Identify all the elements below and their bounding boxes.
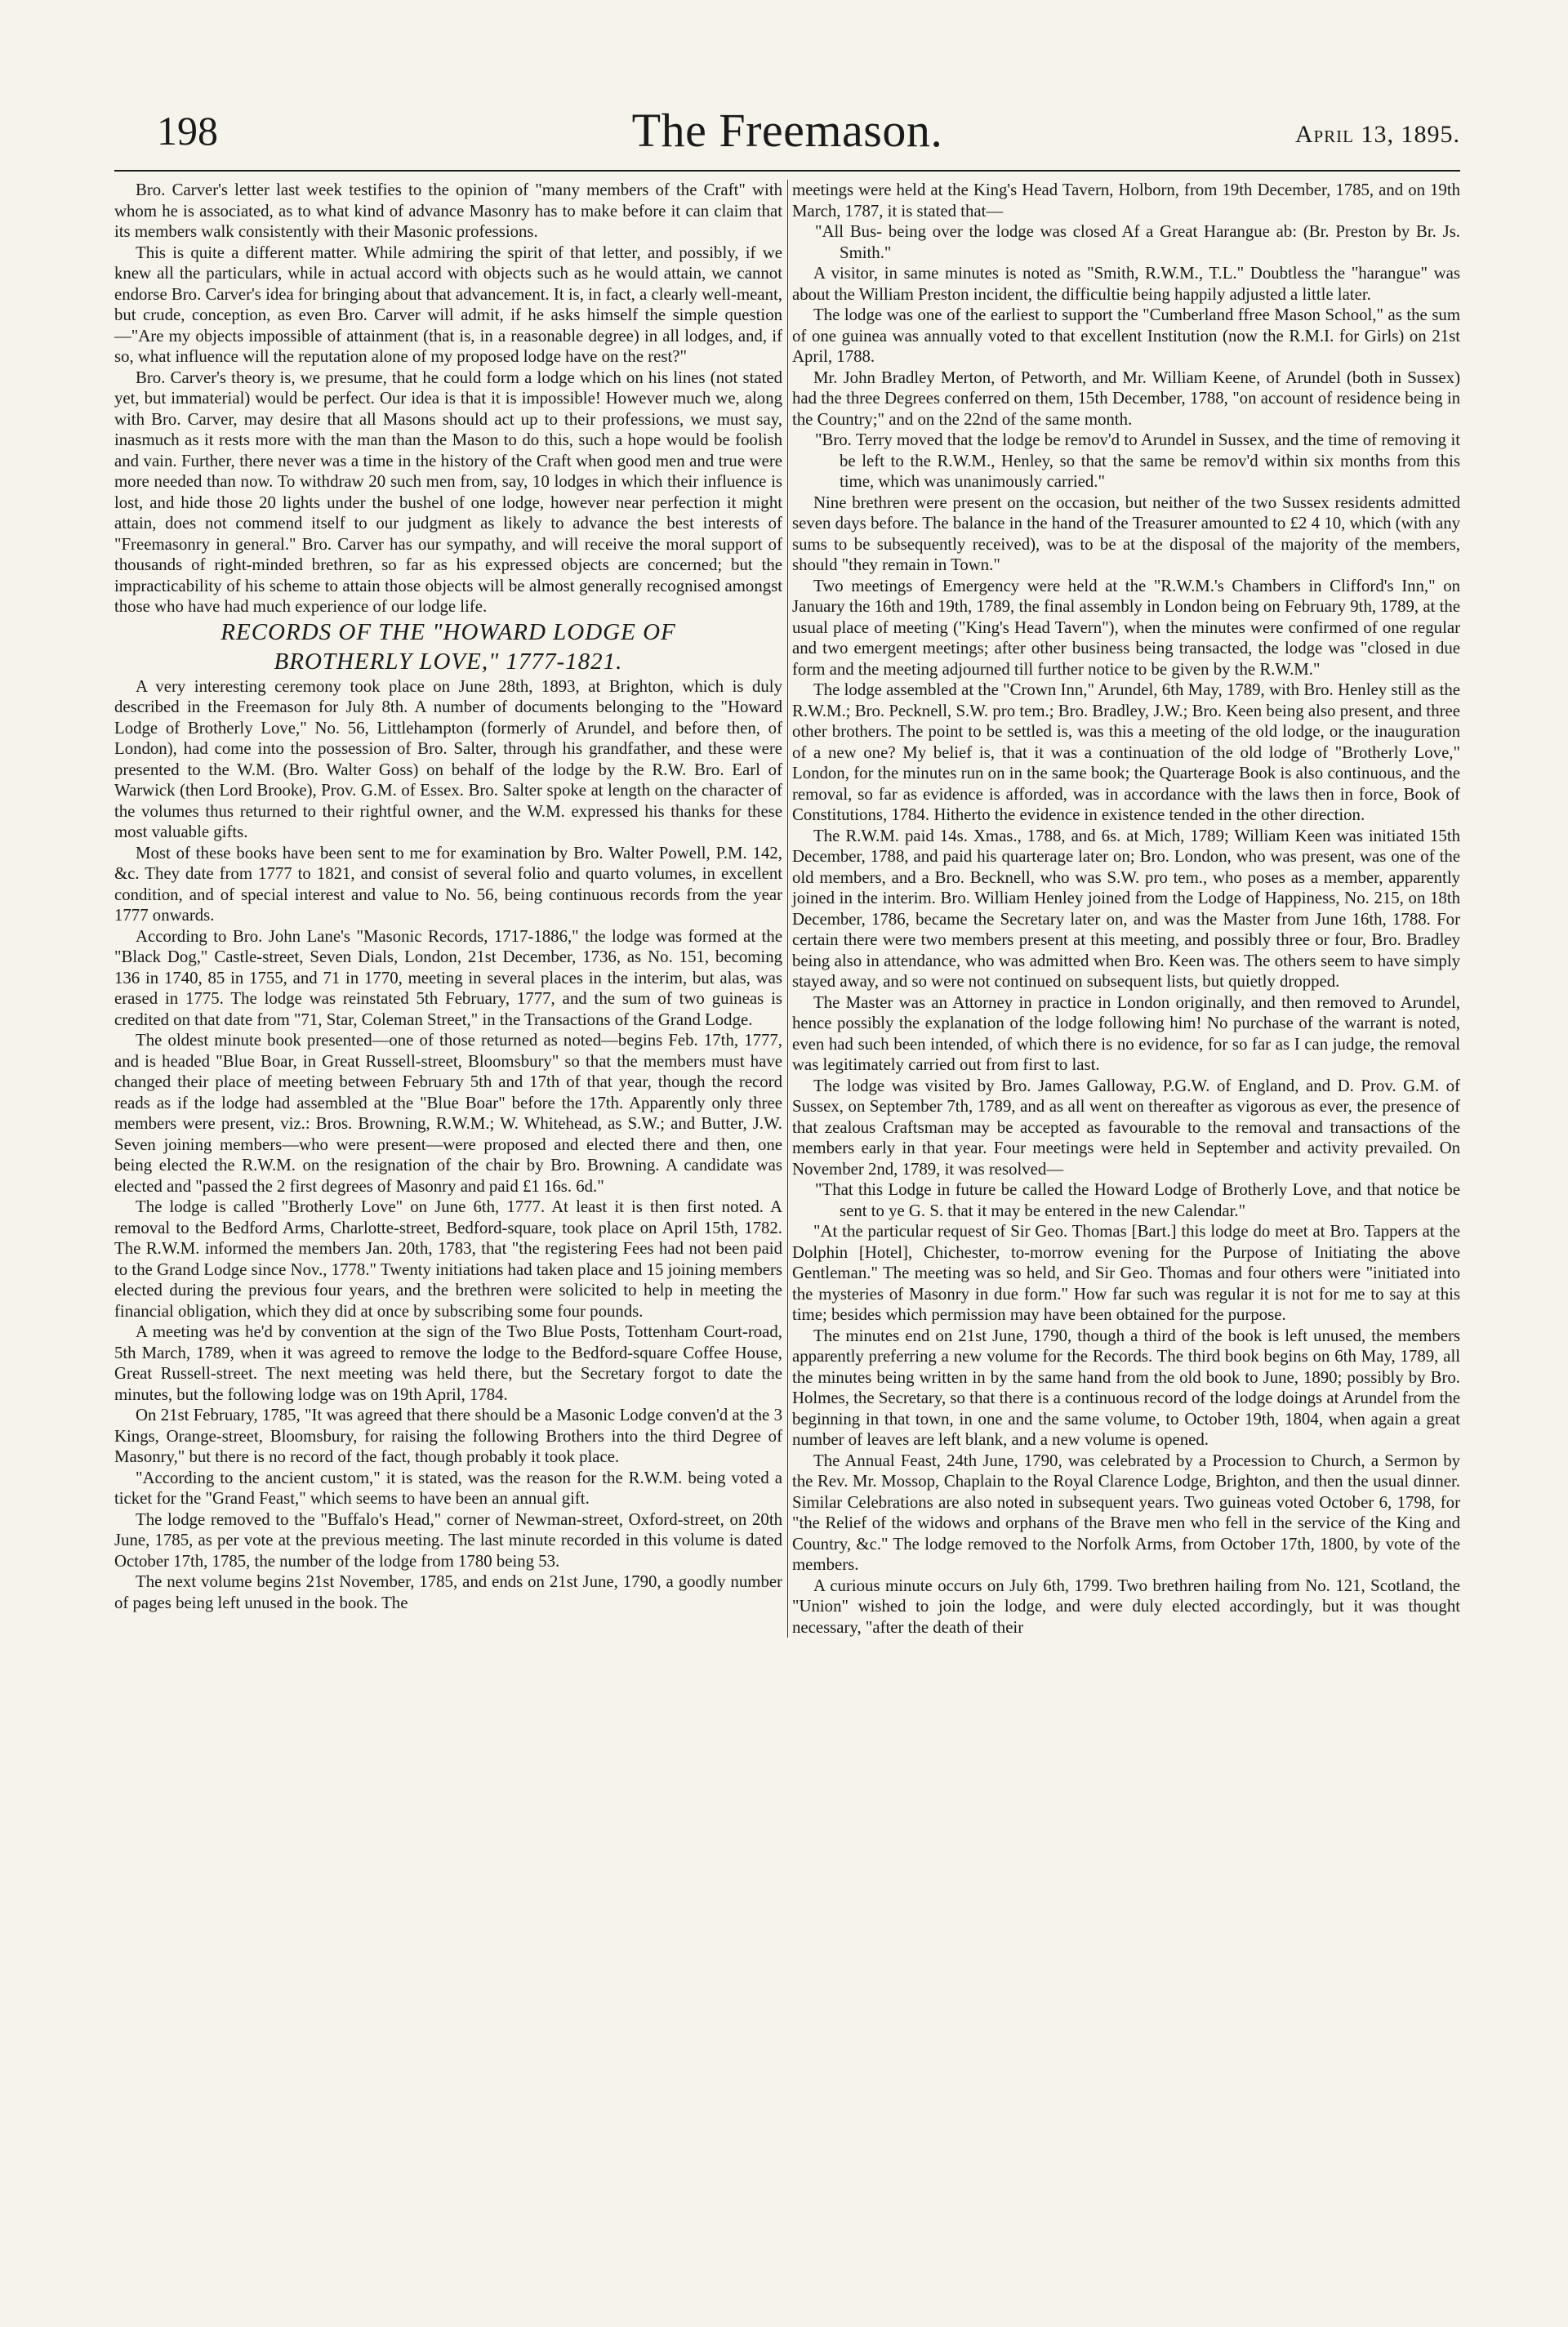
block-quote: "That this Lodge in future be called the Howard Lodge of Brotherly Love, and that notice be sent to ye G. S. that it may be entered in the new Calendar." <box>815 1180 1460 1220</box>
paragraph: According to Bro. John Lane's "Masonic Records, 1717-1886," the lodge was formed at the "Black Dog," Castle-street, Seven Dials, London, 21st December, 1736, as No. 151, becoming 136 in 1740, 85 in 1755, and 71 in 1770, meeting in several places in the interim, but alas, was erased in 1775. The lodge was reinstated 5th February, 1777, and the sum of two guineas is credited on that date from "71, Star, Coleman Street," in the Transactions of the Grand Lodge. <box>114 926 782 1029</box>
column-divider <box>787 180 788 1638</box>
article-heading-line: RECORDS OF THE "HOWARD LODGE OF <box>220 618 676 645</box>
paragraph: A visitor, in same minutes is noted as "Smith, R.W.M., T.L." Doubtless the "harangue" was about the William Preston incident, the difficultie being happily adjusted a little later. <box>792 264 1460 304</box>
issue-date: April 13, 1895. <box>1294 121 1460 148</box>
article-heading-line: BROTHERLY LOVE," 1777-1821. <box>274 648 623 675</box>
paragraph: Bro. Carver's letter last week testifies to the opinion of "many members of the Craft" with whom he is associated, as to what kind of advance Masonry has to make before it can claim that its members walk consistently with their Masonic professions. <box>114 181 782 241</box>
paragraph: A meeting was he'd by convention at the sign of the Two Blue Posts, Tottenham Court-road, 5th March, 1789, when it was agreed to remove the lodge to the Bedford-square Coffee House, Great Russell-street. The next meeting was held there, but the Secretary forgot to date the minutes, but the following lodge was on 19th April, 1784. <box>114 1322 782 1404</box>
paragraph: Nine brethren were present on the occasion, but neither of the two Sussex residents admitted seven days before. The balance in the hand of the Treasurer amounted to £2 4 10, which (with any sums to be subsequently received), was to be at the disposal of the majority of the members, should "they remain in Town." <box>792 493 1460 574</box>
paragraph: Mr. John Bradley Merton, of Petworth, and Mr. William Keene, of Arundel (both in Sussex) had the three Degrees conferred on them, 15th December, 1788, "on account of residence being in the Country;" and on the 22nd of the same month. <box>792 368 1460 429</box>
paragraph: The lodge was visited by Bro. James Galloway, P.G.W. of England, and D. Prov. G.M. of Sussex, on September 7th, 1789, and as all went on thereafter as vigorous as ever, the presence of that zealous Craftsman may be accepted as favourable to the removal and transactions of the members early in that year. Four meetings were held in September and activity prevailed. On November 2nd, 1789, it was resolved— <box>792 1076 1460 1179</box>
paper-title: The Freemason. <box>631 104 943 157</box>
paragraph: A curious minute occurs on July 6th, 1799. Two brethren hailing from No. 121, Scotland, the "Union" wished to join the lodge, and were duly elected accordingly, but it was thought necessary, "after the death of their <box>792 1576 1460 1637</box>
article-columns <box>114 180 1460 1638</box>
paragraph: meetings were held at the King's Head Tavern, Holborn, from 19th December, 1785, and on 19th March, 1787, it is stated that— <box>792 181 1460 221</box>
block-quote: "Bro. Terry moved that the lodge be remov'd to Arundel in Sussex, and the time of removing it be left to the R.W.M., Henley, so that the same be remov'd within six months from this time, which was unanimously carried." <box>815 430 1460 491</box>
masthead <box>114 106 1460 172</box>
paragraph: The lodge removed to the "Buffalo's Head," corner of Newman-street, Oxford-street, on 20th June, 1785, as per vote at the previous meeting. The last minute recorded in this volume is dated October 17th, 1785, the number of the lodge from 1780 being 53. <box>114 1509 782 1571</box>
paragraph: A very interesting ceremony took place on June 28th, 1893, at Brighton, which is duly described in the Freemason for July 8th. A number of documents belonging to the "Howard Lodge of Brotherly Love," No. 56, Littlehampton (formerly of Arundel, and before then, of London), had come into the possession of Bro. Salter, through his grandfather, and these were presented to the W.M. (Bro. Walter Goss) on behalf of the lodge by the R.W. Bro. Earl of Warwick (then Lord Brooke), Prov. G.M. of Essex. Bro. Salter spoke at length on the character of the volumes thus returned to their rightful owner, and the W.M. expressed his thanks for these most valuable gifts. <box>114 676 782 841</box>
paragraph: Two meetings of Emergency were held at the "R.W.M.'s Chambers in Clifford's Inn," on January the 16th and 19th, 1789, the final assembly in London being on February 9th, 1789, at the usual place of meeting ("King's Head Tavern"), when the minutes were confirmed of one regular and two emergent meetings; after other business being transacted, the lodge was "closed in due form and the meeting adjourned till further notice to be given by the R.W.M." <box>792 576 1460 679</box>
paragraph: The Master was an Attorney in practice in London originally, and then removed to Arundel, hence possibly the explanation of the lodge following him! No purchase of the warrant is noted, even had such been intended, of which there is no evidence, for so far as I can judge, the removal was legitimately carried out from first to last. <box>792 992 1460 1074</box>
right-column <box>792 180 1460 1638</box>
left-column <box>114 180 782 1638</box>
block-quote: "All Bus- being over the lodge was closed Af a Great Harangue ab: (Br. Preston by Br. Js. Smith." <box>815 222 1460 262</box>
paragraph: "According to the ancient custom," it is stated, was the reason for the R.W.M. being voted a ticket for the "Grand Feast," which seems to have been an annual gift. <box>114 1468 782 1508</box>
paragraph: This is quite a different matter. While admiring the spirit of that letter, and possibly, if we knew all the particulars, while in actual accord with objects such as he would attain, we cannot endorse Bro. Carver's idea for bringing about that advancement. It is, in fact, a clearly well-meant, but crude, conception, as even Bro. Carver will admit, if he asks himself the simple question—"Are my objects impossible of attainment (that is, in a reasonable degree) in all lodges, and, if so, what influence will the reputation alone of my proposed lodge have on the rest?" <box>114 243 782 366</box>
paragraph: The R.W.M. paid 14s. Xmas., 1788, and 6s. at Mich, 1789; William Keen was initiated 15th December, 1788, and paid his quarterage later on; Bro. London, who was present, was one of the old members, and a Bro. Becknell, who was S.W. pro tem., who poses as a member, apparently joined in the interim. Bro. William Henley joined from the Lodge of Happiness, No. 215, on 18th December, 1786, became the Secretary later on, and was the Master from June 16th, 1788. For certain there were two members present at this meeting, and possibly three or four, Bro. Bradley being also in attendance, who was admitted when Bro. Keen was. The others seem to have simply stayed away, and so were not continued on subsequent lists, but quietly dropped. <box>792 826 1460 991</box>
paragraph: The lodge was one of the earliest to support the "Cumberland ffree Mason School," as the sum of one guinea was annually voted to that excellent Institution (now the R.M.I. for Girls) on 21st April, 1788. <box>792 305 1460 366</box>
page-number: 198 <box>157 108 218 154</box>
paragraph: The next volume begins 21st November, 1785, and ends on 21st June, 1790, a goodly number of pages being left unused in the book. The <box>114 1572 782 1612</box>
paragraph: The oldest minute book presented—one of those returned as noted—begins Feb. 17th, 1777, and is headed "Blue Boar, in Great Russell-street, Bloomsbury" so that the members must have changed their place of meeting between February 5th and 17th of that year, though the record reads as if the lodge had assembled at the "Blue Boar" before the 17th. Apparently only three members were present, viz.: Bros. Browning, R.W.M.; W. Whitehead, as S.W.; and Butter, J.W. Seven joining members—who were present—were proposed and elected there and then, one being elected the R.W.M. on the resignation of the chair by Bro. Browning. A candidate was elected and "passed the 2 first degrees of Masonry and paid £1 16s. 6d." <box>114 1031 782 1196</box>
paragraph: The lodge assembled at the "Crown Inn," Arundel, 6th May, 1789, with Bro. Henley still as the R.W.M.; Bro. Pecknell, S.W. pro tem.; Bro. Bradley, J.W.; Bro. Keen being also present, and three other brothers. The point to be settled is, was this a meeting of the old lodge, or the inauguration of a new one? My belief is, that it was a continuation of the old lodge of "Brotherly Love," London, for the minutes run on in the same book; the Quarterage Book is also continuous, and the removal, so far as evidence is afforded, was in accordance with the laws then in force, Book of Constitutions, 1784. Hitherto the evidence in existence tended in the other direction. <box>792 680 1460 824</box>
paragraph: The lodge is called "Brotherly Love" on June 6th, 1777. At least it is then first noted. A removal to the Bedford Arms, Charlotte-street, Bedford-square, took place on April 15th, 1782. The R.W.M. informed the members Jan. 20th, 1783, that "the registering Fees had not been paid to the Grand Lodge since Nov., 1778." Twenty initiations had taken place and 15 joining members elected during the previous four years, and the brethren were solicited to help in meeting the financial obligation, which they did at once by subscribing some four pounds. <box>114 1197 782 1321</box>
paragraph: The Annual Feast, 24th June, 1790, was celebrated by a Procession to Church, a Sermon by the Rev. Mr. Mossop, Chaplain to the Royal Clarence Lodge, Brighton, and then the usual dinner. Similar Celebrations are also noted in subsequent years. Two guineas voted October 6, 1798, for "the Relief of the widows and orphans of the Brave men who fell in the service of the King and Country, &c." The lodge removed to the Norfolk Arms, from October 17th, 1800, by vote of the members. <box>792 1451 1460 1574</box>
paragraph: The minutes end on 21st June, 1790, though a third of the book is left unused, the members apparently preferring a new volume for the Records. The third book begins on 6th May, 1789, all the minutes being written in by the same hand from the old book to June, 1890; possibly by Bro. Holmes, the Secretary, so that there is a continuous record of the lodge doings at Arundel from the beginning in that town, in one and the same volume, to October 19th, 1804, when again a great number of leaves are left blank, and a new volume is opened. <box>792 1326 1460 1449</box>
paragraph: Most of these books have been sent to me for examination by Bro. Walter Powell, P.M. 142, &c. They date from 1777 to 1821, and consist of several folio and quarto volumes, in excellent condition, and of special interest and value to No. 56, being continuous records from the year 1777 onwards. <box>114 843 782 925</box>
paragraph: "At the particular request of Sir Geo. Thomas [Bart.] this lodge do meet at Bro. Tappers at the Dolphin [Hotel], Chichester, to-morrow evening for the Purpose of Initiating the above Gentleman." The meeting was so held, and Sir Geo. Thomas and four others were "initiated into the mysteries of Masonry in due form." How far such was regular it is not for me to say at this time; besides which permission may have been obtained for the purpose. <box>792 1222 1460 1324</box>
paragraph: On 21st February, 1785, "It was agreed that there should be a Masonic Lodge conven'd at the 3 Kings, Orange-street, Bloomsbury, for raising the following Brothers into the third Degree of Masonry," but there is no record of the fact, though probably it took place. <box>114 1406 782 1466</box>
article-heading <box>114 617 782 676</box>
paragraph: Bro. Carver's theory is, we presume, that he could form a lodge which on his lines (not stated yet, but immaterial) would be perfect. Our idea is that it is impossible! However much we, along with Bro. Carver, may desire that all Masons should act up to their professions, we must say, inasmuch as it rests more with the man than the Mason to do this, such a hope would be foolish and vain. Further, there never was a time in the history of the Craft when good men and true were more needed than now. To withdraw 20 such men from, say, 10 lodges in which their influence is lost, and hide those 20 lights under the bushel of one lodge, however near perfection it might attain, does not commend itself to our judgment as likely to advance the best interests of "Freemasonry in general." Bro. Carver has our sympathy, and will receive the moral support of thousands of right-minded brethren, so far as his expressed objects are concerned; but the impracticability of his scheme to attain those objects will be almost generally recognised amongst those who have had much experience of our lodge life. <box>114 368 782 616</box>
